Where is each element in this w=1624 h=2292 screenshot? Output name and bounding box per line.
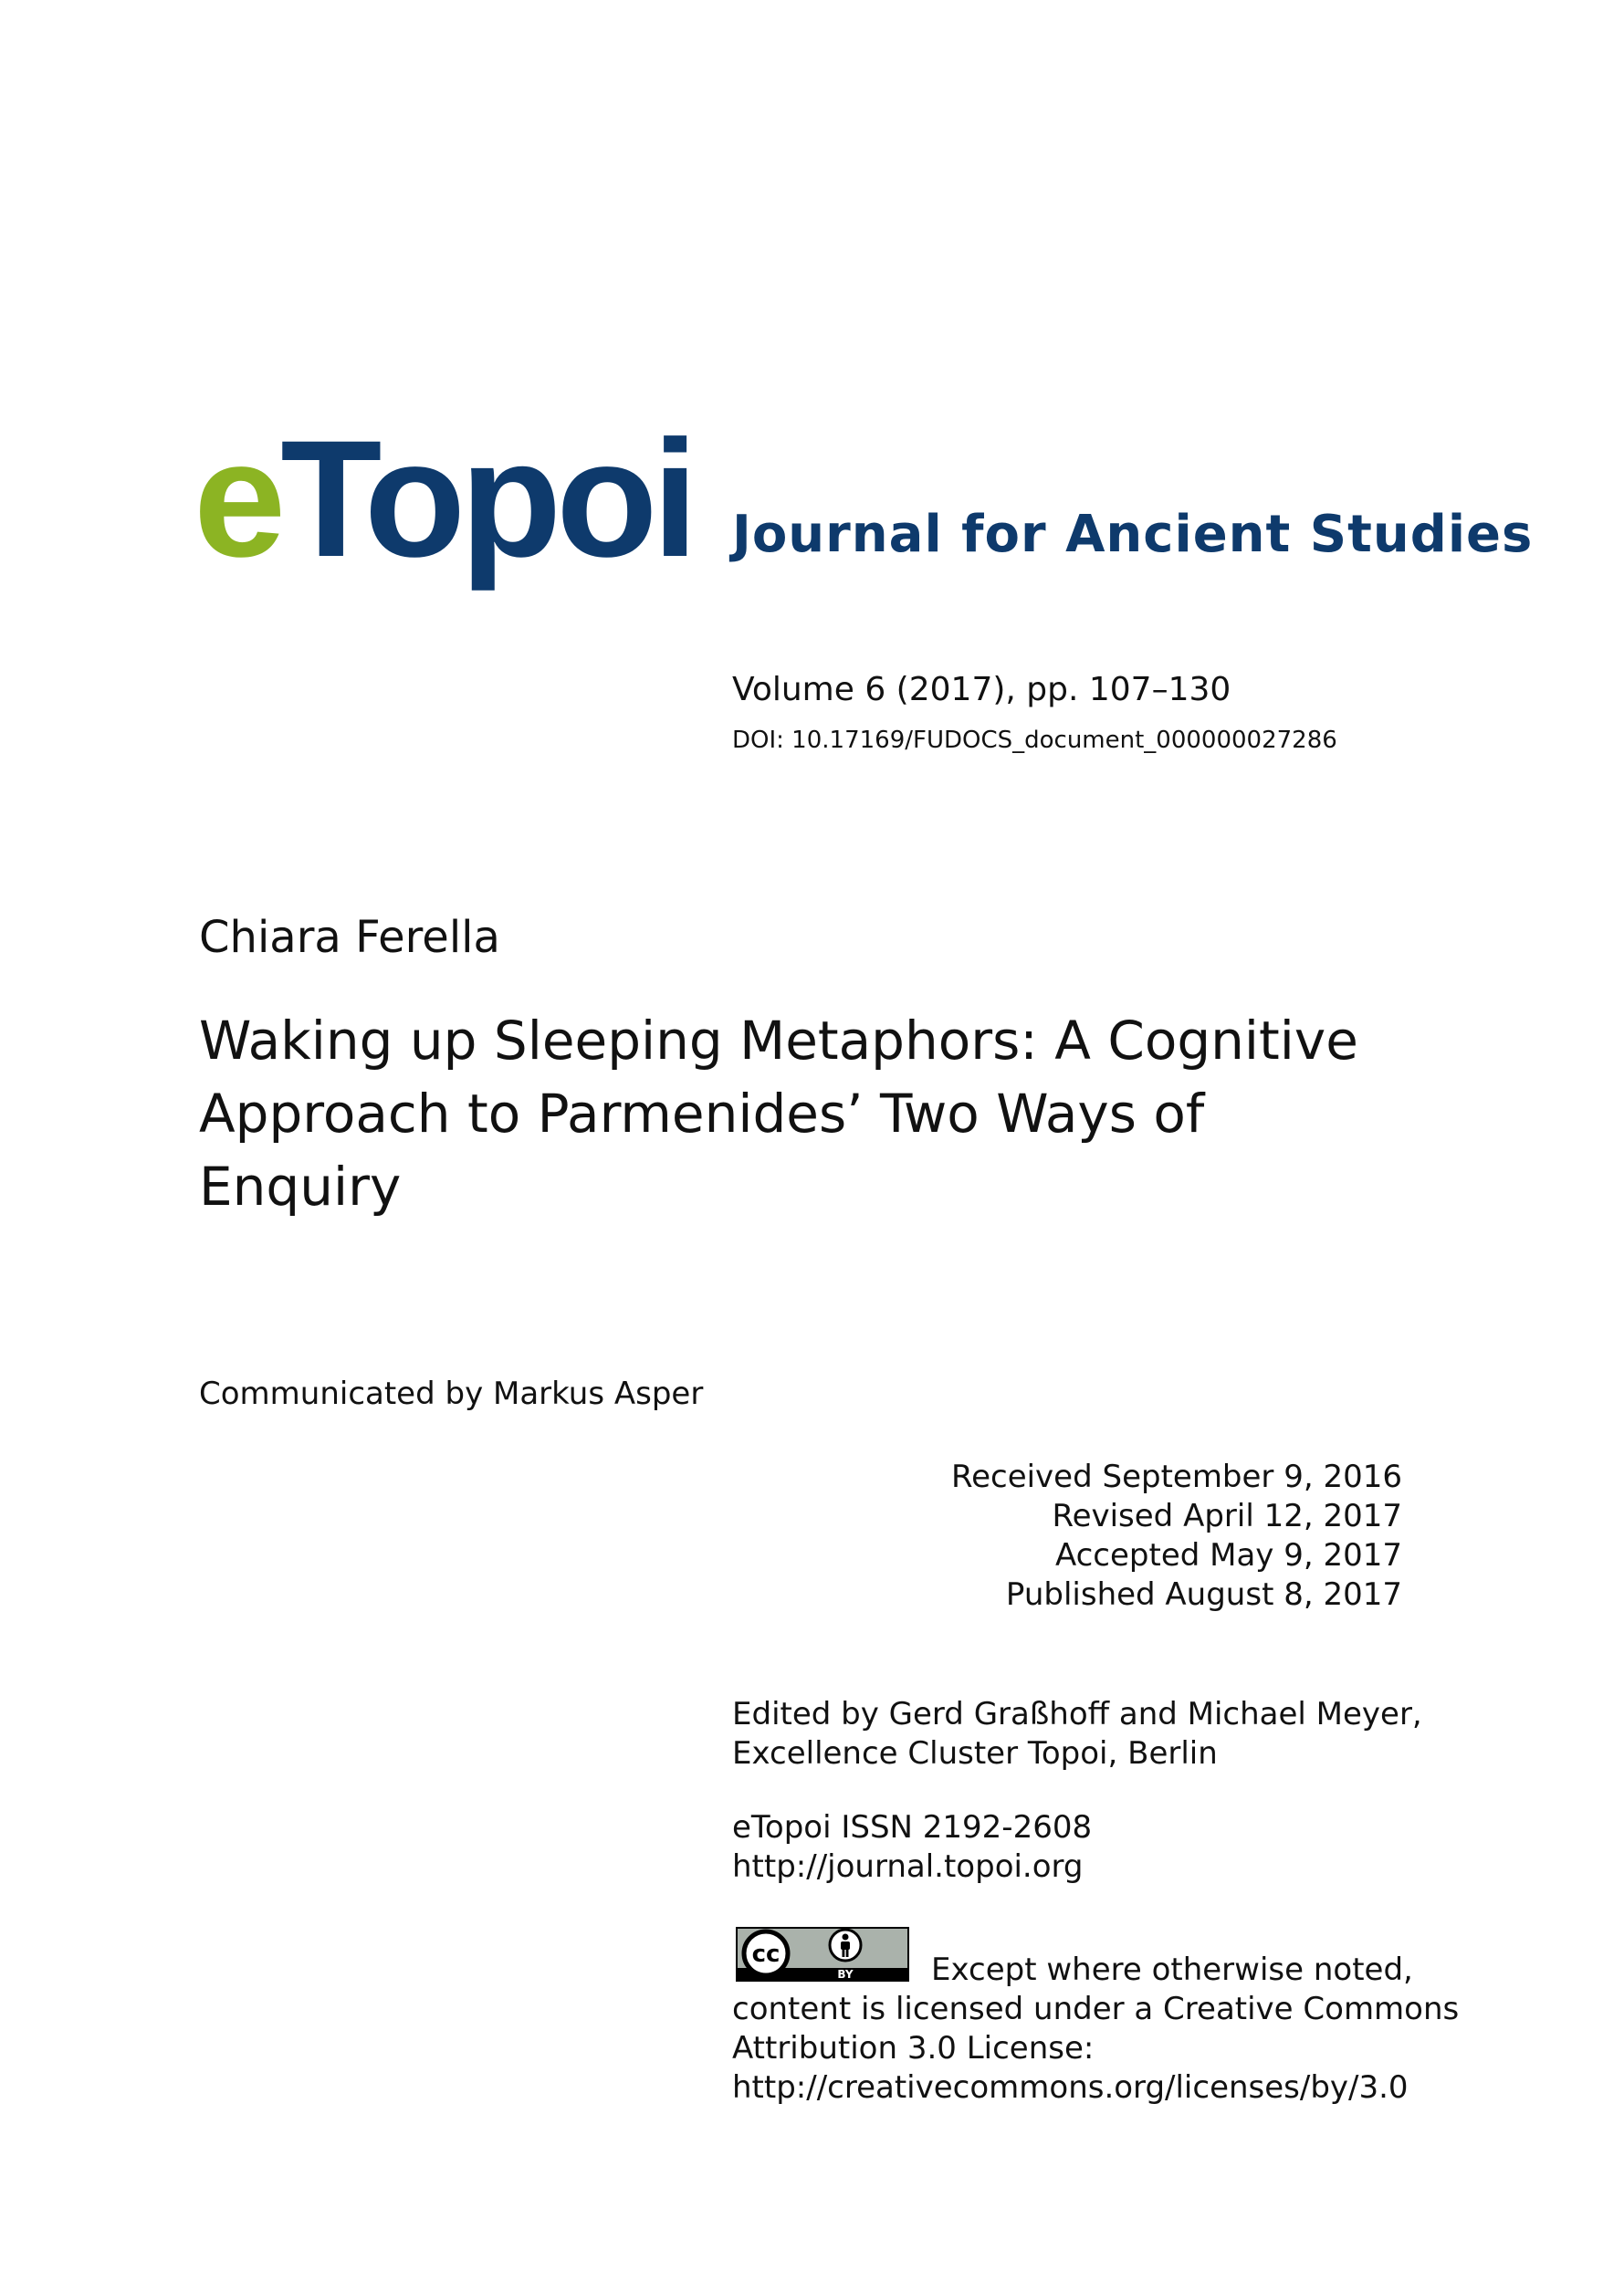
license-line: content is licensed under a Creative Commons (732, 1991, 1460, 2027)
journal-url[interactable]: http://journal.topoi.org (732, 1848, 1084, 1885)
communicated-by: Communicated by Markus Asper (199, 1376, 704, 1412)
license-line: Attribution 3.0 License: (732, 2030, 1095, 2067)
editors-line: Edited by Gerd Graßhoff and Michael Meyer, (732, 1696, 1422, 1732)
editors-affiliation: Excellence Cluster Topoi, Berlin (732, 1735, 1218, 1772)
license-line: Except where otherwise noted, (931, 1952, 1413, 1988)
accepted-date: Accepted May 9, 2017 (1054, 1537, 1402, 1574)
logo-prefix: e (194, 405, 281, 591)
license-text (732, 1951, 1459, 2108)
license-url[interactable]: http://creativecommons.org/licenses/by/3.0 (732, 2069, 1409, 2106)
published-date: Published August 8, 2017 (1005, 1576, 1402, 1613)
received-date: Received September 9, 2016 (950, 1459, 1402, 1495)
title-line: Approach to Parmenides’ Two Ways of (199, 1083, 1205, 1145)
article-title (199, 1004, 1431, 1223)
issn-block (732, 1808, 1092, 1887)
title-line: Waking up Sleeping Metaphors: A Cognitive (199, 1010, 1358, 1072)
volume-info: Volume 6 (2017), pp. 107–130 (732, 671, 1231, 708)
cc-text: cc (751, 1941, 781, 1968)
logo-rest: Topoi (280, 405, 693, 591)
issn-number: eTopoi ISSN 2192-2608 (732, 1809, 1093, 1846)
editors-block (732, 1695, 1422, 1774)
publication-dates (951, 1458, 1402, 1615)
doi: DOI: 10.17169/FUDOCS_document_000000027286 (732, 727, 1337, 754)
title-line: Enquiry (199, 1156, 402, 1218)
etopoi-logo (194, 405, 693, 591)
revised-date: Revised April 12, 2017 (1052, 1498, 1402, 1534)
journal-name: Journal for Ancient Studies (732, 505, 1534, 564)
author-name: Chiara Ferella (199, 912, 500, 963)
by-text: BY (837, 1968, 854, 1981)
